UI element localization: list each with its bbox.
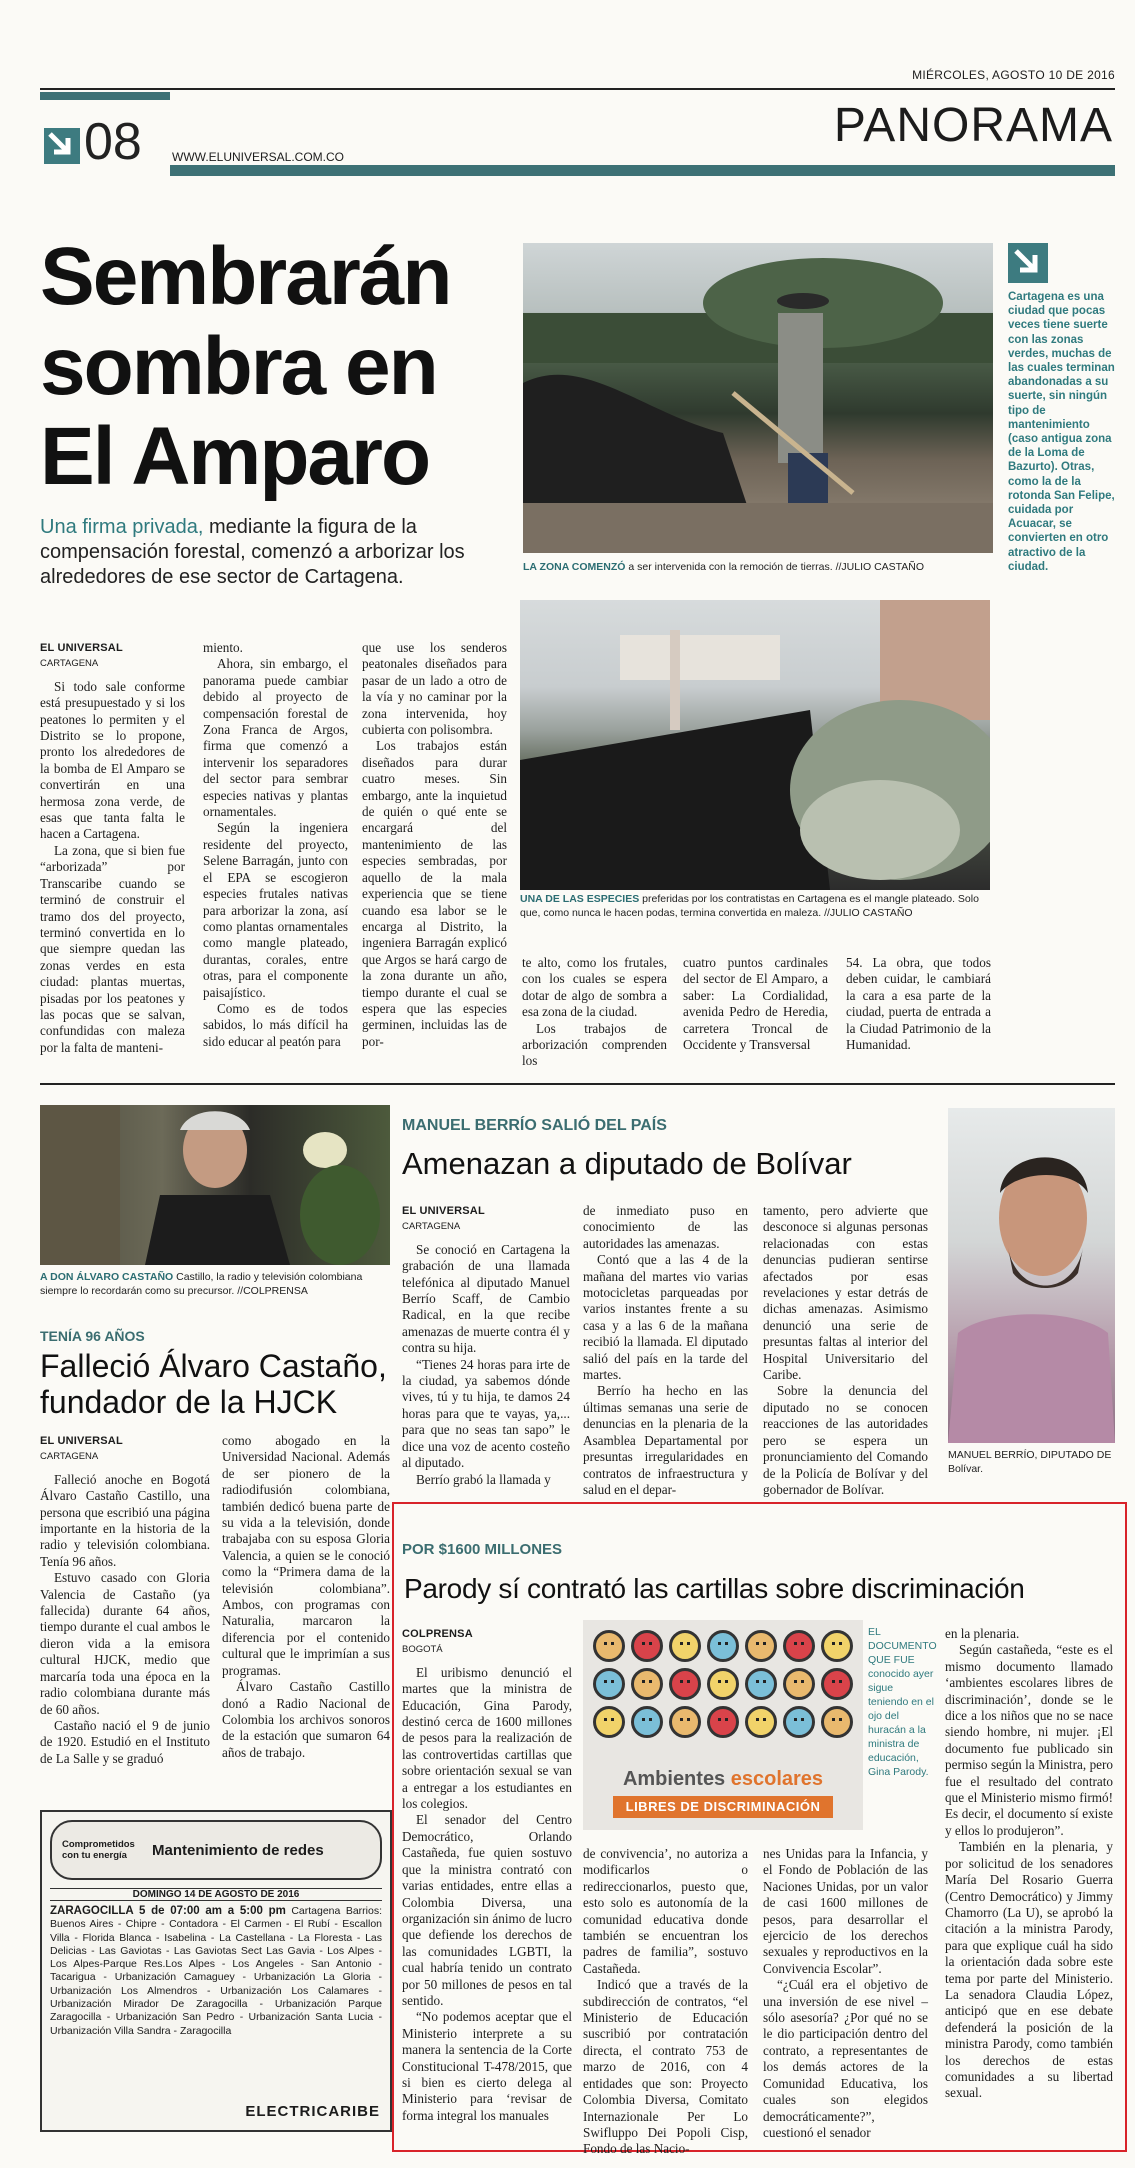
lead-byline: EL UNIVERSAL (40, 642, 123, 654)
paragraph: La zona, que si bien fue “arborizada” por Transcaribe cuando se terminó de construir el tramo dos del proyecto, terminó convertida en lo que siempre quedan las zonas verdes en esta ciudad: plantas muertas, pisadas por los peatones y las pocas que se salvan, confundidas con maleza por la falta de manteni- (40, 842, 185, 1055)
lead-column-2 (203, 640, 348, 1050)
paragraph: Álvaro Castaño Castillo donó a Radio Nacional de Colombia los archivos sonoros de la estación que sumaron 64 años de trabajo. (222, 1679, 390, 1760)
face-icon (631, 1706, 663, 1738)
paragraph: Se conoció en Cartagena la grabación de una llamada telefónica al diputado Manuel Berrío Scaff, de Cambio Radical, en la que recibe amenazas de muerte contra él y contra su hija. (402, 1241, 570, 1356)
face-icon (783, 1668, 815, 1700)
paragraph: “No podemos aceptar que el Ministerio interprete a su manera la sentencia de la Corte Constitucional T-478/2015, que si bien es cierto delega al Ministerio para ‘revisar de forma integral los manuales (402, 2009, 572, 2123)
paragraph: Estuvo casado con Gloria Valencia de Castaño (ya fallecida) durante 64 años, tiempo durante el cual ambos le dieron vida a la emisora cultural HJCK, medio que marcaría toda una época en la radio colombiana durante más de 60 años. (40, 1570, 210, 1717)
lead-column-3 (362, 640, 507, 1050)
paragraph: Los trabajos están diseñados para durar cuatro meses. Sin embargo, ante la inquietud de quién o qué ente se encargará del mantenimiento de las especies sembradas, por aquello de la mala experiencia que se tiene cuando esa labor se le encarga al Distrito, la ingeniera Barragán explicó que Argos se hará cargo de la zona durante un año, tiempo durante el cual se espera que las especies germinen, incluidas las de por- (362, 738, 507, 1049)
castano-headline-line2: fundador de la HJCK (40, 1384, 338, 1420)
paragraph: Los trabajos de arborización comprenden los (522, 1020, 667, 1069)
lead-column-4 (522, 955, 667, 1070)
berrio-column-2 (583, 1203, 748, 1498)
berrio-kicker: MANUEL BERRÍO SALIÓ DEL PAÍS (402, 1117, 667, 1134)
face-icon (707, 1668, 739, 1700)
lead-photo-2-caption (520, 892, 995, 920)
section-divider (40, 1083, 1115, 1085)
ad-body-text: Cartagena Barrios: Buenos Aires - Chipre - Contadora - El Carmen - El Rubí - Escallon Villa - Florida Blanca - Isabelina - La Castellana - La Floresta - Las Delicias - Las Gaviotas - Las Gaviotas Sect Las Gavia - Los Alpes - Los Alpes-Parque Res.Los Alpes - Los Angeles - San Antonio - Tacarigua - Urbanización Camaguey - Urbanización La Gloria - Urbanización Los Almendros - Urbanización Los Calamares - Urbanización Mirador De Zaragocilla - Urbanización Parque Zaragocilla - Urbanización San Pedro - Urbanización Santa Lucia - Urbanización Villa Sandra - Zaragocilla (50, 1905, 382, 2037)
paragraph: Como es de todos sabidos, lo más difícil ha sido educar al peatón para (203, 1000, 348, 1049)
parody-document-image (583, 1620, 863, 1830)
face-icon (669, 1630, 701, 1662)
faces-grid (583, 1620, 863, 1748)
paragraph: El senador del Centro Democrático, Orlando Castañeda, fue quien sostuvo que la ministra contrató con varias entidades, entre ellas a Colombia Diversa, una organización sin ánimo de lucro que defiende los derechos de las comunidades LGBTI, la cual habría tenido un contrato por 50 millones de pesos en tal sentido. (402, 1812, 572, 2008)
face-icon (745, 1706, 777, 1738)
lead-deck-text: mediante la figura de la compensación forestal, comenzó a arborizar los alrededores de ese sector de Cartagena. (40, 516, 465, 588)
paragraph: de convivencia’, no autoriza a modificarlos o redireccionarlos, puesto que, esto solo es autonomía de la comunidad educativa donde también se encuentran los padres de familia”, sostuvo Castañeda. (583, 1846, 748, 1976)
berrio-byline: EL UNIVERSAL (402, 1205, 485, 1217)
castano-photo (40, 1105, 390, 1265)
header-rule-top (40, 88, 1115, 90)
lead-column-5 (683, 955, 828, 1053)
paragraph: Sobre la denuncia del diputado no se conocen reacciones de las autoridades pero se espera un pronunciamiento del Comando de la Policía de Bolívar y del gobernador de Bolívar. (763, 1383, 928, 1497)
caption-lead: A DON ÁLVARO CASTAÑO (40, 1271, 174, 1283)
paragraph: tamento, pero advierte que desconoce si algunas personas relacionadas con estas denuncias pudieran sentirse afectados por esas revelaciones y estar detrás de dichas amenazas. Asimismo denunció una serie de presuntas faltas al interior del Hospital Universitario del Caribe. (763, 1203, 928, 1383)
paragraph: miento. (203, 640, 243, 655)
parody-column-4 (945, 1626, 1113, 2102)
parody-column-3 (763, 1846, 928, 2141)
face-icon (593, 1630, 625, 1662)
parody-column-1 (402, 1626, 572, 2124)
paragraph: Ahora, sin embargo, el panorama puede cambiar debido al proyecto de compensación forestal de Zona Franca de Argos, firma que comenzó a intervenir los separadores del sector para sembrar especies nativas y plantas ornamentales. (203, 656, 348, 820)
face-icon (631, 1668, 663, 1700)
face-icon (745, 1668, 777, 1700)
caption-lead: LA ZONA COMENZÓ (523, 561, 626, 573)
face-icon (593, 1668, 625, 1700)
header-teal-bar (170, 165, 1115, 176)
paragraph: de inmediato puso en conocimiento de las autoridades las amenazas. (583, 1203, 748, 1251)
caption-text: Castillo, la radio y televisión colombiana siempre lo recordarán como su precursor. //COLPRENSA (40, 1271, 363, 1297)
face-icon (821, 1630, 853, 1662)
castano-city: CARTAGENA (40, 1451, 99, 1463)
paragraph: cuatro puntos cardinales del sector de El Amparo, a saber: La Cordialidad, avenida Pedro de Heredia, carretera Troncal de Occidente y Transversal (683, 955, 828, 1053)
castano-column-1 (40, 1433, 210, 1767)
berrio-column-1 (402, 1203, 570, 1488)
ad-brand-tag: Comprometidos con tu energía (62, 1839, 135, 1861)
castano-headline (40, 1348, 387, 1420)
castano-column-2 (222, 1433, 390, 1761)
castano-byline: EL UNIVERSAL (40, 1435, 123, 1447)
paragraph: El uribismo denunció el martes que la ministra de Educación, Gina Parody, destinó cerca de 1600 millones de pesos para la realización de las controvertidas cartillas que sobre orientación sexual se van a entregar a los estudiantes en los colegios. (402, 1664, 572, 1812)
caption-text: a ser intervenida con la remoción de tierras. //JULIO CASTAÑO (628, 561, 925, 573)
paragraph: “Tienes 24 horas para irte de la ciudad, ya sabemos dónde vives, tú y tu hija, te damos 24 horas para que te vayas, ya,... para que no seas tan sapo” le dice una voz de acento costeño al diputado. (402, 1356, 570, 1471)
lead-photo-2 (520, 600, 990, 890)
parody-image-caption: EL DOCUMENTO QUE FUE conocido ayer sigue teniendo en el ojo del huracán a la ministra de educación, Gina Parody. (868, 1626, 937, 1778)
lead-headline-line3: El Amparo (40, 411, 430, 502)
ad-date: DOMINGO 14 DE AGOSTO DE 2016 (50, 1888, 382, 1901)
lead-column-6 (846, 955, 991, 1053)
lead-photo-1-caption (523, 560, 993, 574)
ad-body (50, 1905, 382, 2038)
paragraph: 54. La obra, que todos deben cuidar, le cambiará la cara a esa parte de la ciudad, puerta de entrada a la Ciudad Patrimonio de la Humanidad. (846, 955, 991, 1053)
lead-headline (40, 232, 450, 502)
berrio-photo-caption: MANUEL BERRÍO, DIPUTADO DE Bolívar. (948, 1449, 1112, 1475)
paragraph: te alto, como los frutales, con los cuales se espera dotar de algo de sombra a esa zona de la ciudad. (522, 955, 667, 1020)
lead-column-1 (40, 640, 185, 1056)
parody-kicker: POR $1600 MILLONES (402, 1541, 563, 1558)
lead-headline-line1: Sembrarán (40, 231, 451, 322)
paragraph: que use los senderos peatonales diseñados para pasar de un lado a otro de la vía y no caminar por la zona intervenida, hoy cubierta con polisombra. (362, 640, 507, 738)
paragraph: como abogado en la Universidad Nacional. Además de ser pionero de la radiodifusión colombiana, también dedicó buena parte de su vida a la televisión, donde trabajaba con su esposa Gloria Valencia, a quien se le conoció como la “Primera dama de la televisión colombiana”. Ambos, con programas con Naturalia, marcaron la diferencia por el contenido cultural que le imprimían a sus programas. (222, 1433, 390, 1678)
paragraph: Berrío ha hecho en las últimas semanas una serie de denuncias en la plenaria de la Asamblea Departamental por presuntas irregularidades en contratos de infraestructura y salud en el depar- (583, 1383, 748, 1497)
parody-byline: COLPRENSA (402, 1628, 473, 1640)
arrow-icon (44, 128, 80, 164)
paragraph: También en la plenaria, y por solicitud de los senadores María Del Rosario Guerra (Centro Democrático) y Jimmy Chamorro (La U), se aprobó la citación a la ministra Parody, para que explique cuál ha sido la orientación dada sobre este tema por parte del Ministerio. La senadora Claudia López, anticipó que en ese debate defenderá la posición de la ministra Parody, como también los derechos de estas comunidades a su libertad sexual. (945, 1839, 1113, 2101)
document-title (583, 1768, 863, 1791)
caption-lead: UNA DE LAS ESPECIES (520, 893, 640, 905)
face-icon (821, 1668, 853, 1700)
date-line: MIÉRCOLES, AGOSTO 10 DE 2016 (912, 68, 1115, 82)
page-number: 08 (84, 113, 142, 171)
paragraph: Según la ingeniera residente del proyecto, Selene Barragán, junto con el EPA se escogieron especies frutales nativas para arborizar la zona, así como plantas ornamentales como mangle plateado, durantas, corales, entre otras, para el componente paisajístico. (203, 820, 348, 1000)
document-title-word1: Ambientes (622, 1768, 726, 1790)
paragraph: Berrío grabó la llamada y (416, 1471, 551, 1487)
face-icon (593, 1706, 625, 1738)
berrio-column-3 (763, 1203, 928, 1498)
document-banner: LIBRES DE DISCRIMINACIÓN (613, 1796, 833, 1818)
lead-headline-line2: sombra en (40, 321, 437, 412)
document-title-word2: escolares (730, 1768, 824, 1790)
lead-city: CARTAGENA (40, 658, 99, 670)
face-icon (707, 1630, 739, 1662)
paragraph: Falleció anoche en Bogotá Álvaro Castaño Castillo, una persona que escribió una página importante en la historia de la radio y televisión colombiana. Tenía 96 años. (40, 1471, 210, 1569)
ad-header (50, 1820, 382, 1880)
paragraph: Indicó que a través de la subdirección de contratos, “el Ministerio de Educación suscribió por contratación directa, el contrato 753 de marzo de 2016, con 4 entidades que son: Proyecto Colombia Diversa, Comitato Internazionale Per Lo Swifluppo Dei Popoli Cisp, Fondo de las Nacio- (583, 1977, 748, 2157)
berrio-city: CARTAGENA (402, 1221, 461, 1233)
caption-text: preferidas por los contratistas en Cartagena es el mangle plateado. Solo que, como nunca le hacen podas, termina convertida en maleza. //JULIO CASTAÑO (520, 893, 979, 919)
berrio-photo (948, 1108, 1115, 1443)
paragraph: Si todo sale conforme está presupuestado y si los peatones lo permiten y el Distrito se lo propone, pronto los alrededores de la bomba de El Amparo se convertirán en una hermosa zona verde, de esas que tanta falta le hacen a Cartagena. (40, 678, 185, 842)
parody-headline: Parody sí contrató las cartillas sobre discriminación (404, 1573, 1025, 1604)
paragraph: Castaño nació el 9 de junio de 1920. Estudió en el Instituto de La Salle y se graduó (40, 1717, 210, 1766)
berrio-headline: Amenazan a diputado de Bolívar (402, 1146, 852, 1181)
face-icon (669, 1668, 701, 1700)
face-icon (783, 1706, 815, 1738)
lead-sidebar: Cartagena es una ciudad que pocas veces tiene suerte con las zonas verdes, muchas de las cuales terminan abandonadas a su suerte, sin ningún tipo de mantenimiento (caso antigua zona de la Loma de Bazurto). Otras, como la de la rotonda San Felipe, cuidada por Acuacar, se convierten en otro atractivo de la ciudad. (1008, 291, 1115, 573)
castano-kicker: TENÍA 96 AÑOS (40, 1328, 145, 1344)
paragraph: nes Unidas para la Infancia, y el Fondo de Población de las Naciones Unidas, por un valor de casi 1600 millones de pesos, para desarrollar el ejercicio de los derechos sexuales y reproductivos en la Convivencia Escolar”. (763, 1846, 928, 1976)
paragraph: Según castañeda, “este es el mismo documento llamado ‘ambientes escolares libres de discriminación’, donde se le dice a los niños que no se nace siendo hombre, ni mujer. ¡El documento fue publicado sin permiso según la Ministra, pero fue el resultado del contrato que el Ministerio mismo firmó! Es decir, el documento sí existe y ellos lo produjeron”. (945, 1642, 1113, 1838)
lead-deck (40, 515, 490, 590)
castano-headline-line1: Falleció Álvaro Castaño, (40, 1348, 387, 1384)
face-icon (745, 1630, 777, 1662)
website: WWW.ELUNIVERSAL.COM.CO (172, 150, 345, 164)
electricaribe-ad (40, 1810, 392, 2132)
castano-photo-caption (40, 1270, 395, 1298)
parody-city: BOGOTÁ (402, 1644, 443, 1656)
ad-body-bold: ZARAGOCILLA 5 de 07:00 am a 5:00 pm (50, 1905, 286, 1917)
parody-column-2 (583, 1846, 748, 2158)
paragraph: Contó que a las 4 de la mañana del martes vio varias motocicletas parqueadas por varios instantes frente a su casa y a las 6 de la mañana recibió la llamada. El diputado salió del país en la tarde del martes. (583, 1252, 748, 1383)
face-icon (669, 1706, 701, 1738)
paragraph: en la plenaria. (945, 1626, 1020, 1641)
paragraph: “¿Cuál era el objetivo de una inversión de ese nivel – sólo asesoría? ¿Por qué no se le dio participación dentro del contrato, a representantes de los demás actores de la Comunidad Educativa, los cuales son elegidos democráticamente?”, cuestionó el senador (763, 1977, 928, 2140)
lead-photo-1 (523, 243, 993, 553)
face-icon (783, 1630, 815, 1662)
sidebar-arrow-icon (1008, 243, 1048, 283)
face-icon (707, 1706, 739, 1738)
ad-title: Mantenimiento de redes (152, 1841, 324, 1859)
face-icon (821, 1706, 853, 1738)
ad-footer: ELECTRICARIBE (245, 2103, 380, 2120)
header-band (40, 92, 170, 100)
lead-deck-highlight: Una firma privada, (40, 516, 204, 538)
section-name: PANORAMA (833, 99, 1113, 152)
face-icon (631, 1630, 663, 1662)
